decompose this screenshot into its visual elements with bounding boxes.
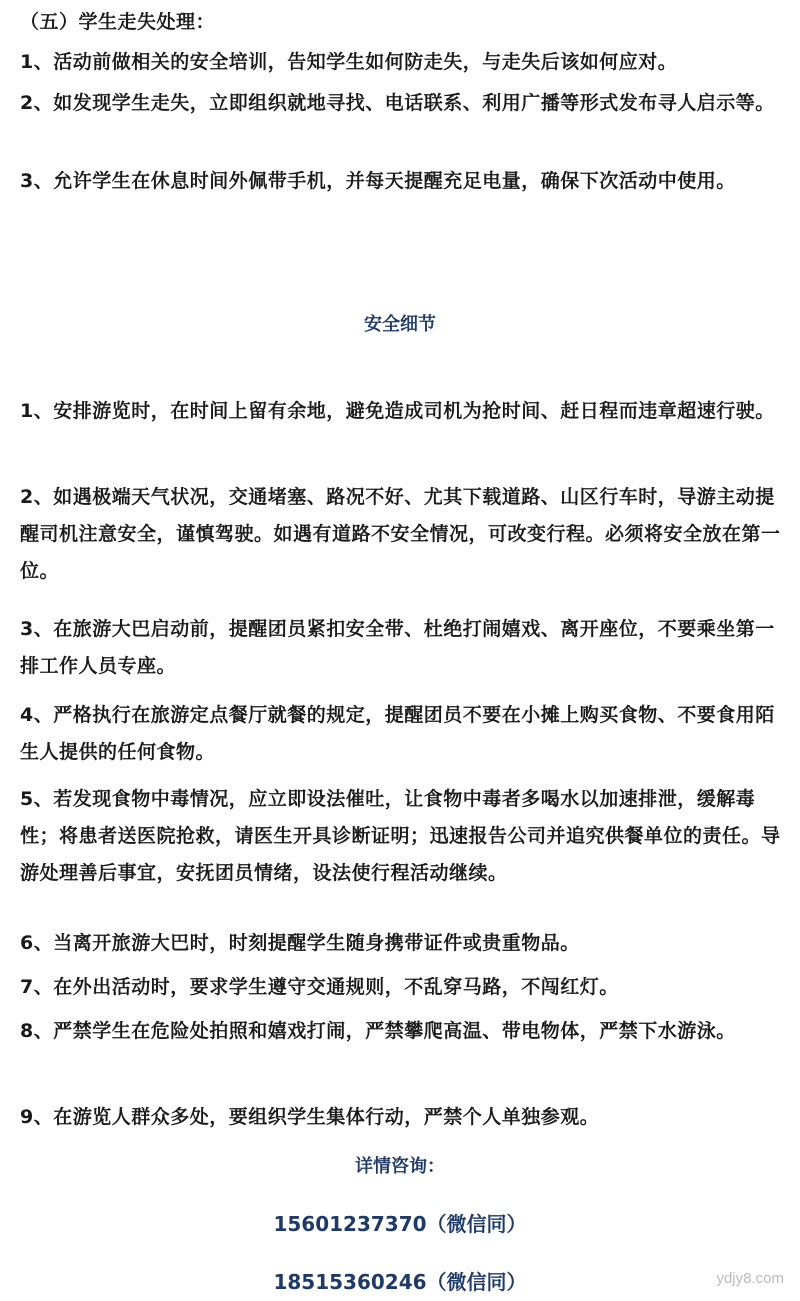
list-item: 1、安排游览时，在时间上留有余地，避免造成司机为抢时间、赶日程而违章超速行驶。 [20,400,775,422]
list-item: 8、严禁学生在危险处拍照和嬉戏打闹，严禁攀爬高温、带电物体，严禁下水游泳。 [20,1020,736,1042]
contact-phone-2: 18515360246（微信同） [273,1270,527,1294]
watermark: ydjy8.com [716,1270,784,1287]
list-item: 7、在外出活动时，要求学生遵守交通规则，不乱穿马路，不闯红灯。 [20,976,619,998]
list-item: 1、活动前做相关的安全培训，告知学生如何防走失，与走失后该如何应对。 [20,51,678,73]
contact-heading: 详情咨询： [355,1156,445,1177]
list-item: 2、如发现学生走失，立即组织就地寻找、电话联系、利用广播等形式发布寻人启示等。 [20,92,775,114]
list-item: 3、允许学生在休息时间外佩带手机，并每天提醒充足电量，确保下次活动中使用。 [20,170,736,192]
list-item: 4、严格执行在旅游定点餐厅就餐的规定，提醒团员不要在小摊上购买食物、不要食用陌生人提供的任何食物。 [20,704,775,763]
list-item: 3、在旅游大巴启动前，提醒团员紧扣安全带、杜绝打闹嬉戏、离开座位，不要乘坐第一排工作人员专座。 [20,618,775,677]
list-item: 5、若发现食物中毒情况，应立即设法催吐，让食物中毒者多喝水以加速排泄，缓解毒性；将患者送医院抢救，请医生开具诊断证明；迅速报告公司并追究供餐单位的责任。导游处理善后事宜，安抚团员情绪，设法使行程活动继续。 [20,788,781,884]
section-heading: （五）学生走失处理： [20,11,216,33]
list-item: 6、当离开旅游大巴时，时刻提醒学生随身携带证件或贵重物品。 [20,932,580,954]
list-item: 2、如遇极端天气状况，交通堵塞、路况不好、尤其下载道路、山区行车时，导游主动提醒司机注意安全，谨慎驾驶。如遇有道路不安全情况，可改变行程。必须将安全放在第一位。 [20,486,781,582]
contact-phone-1: 15601237370（微信同） [273,1212,527,1236]
list-item: 9、在游览人群众多处，要组织学生集体行动，严禁个人单独参观。 [20,1106,600,1128]
section-title: 安全细节 [364,314,436,335]
